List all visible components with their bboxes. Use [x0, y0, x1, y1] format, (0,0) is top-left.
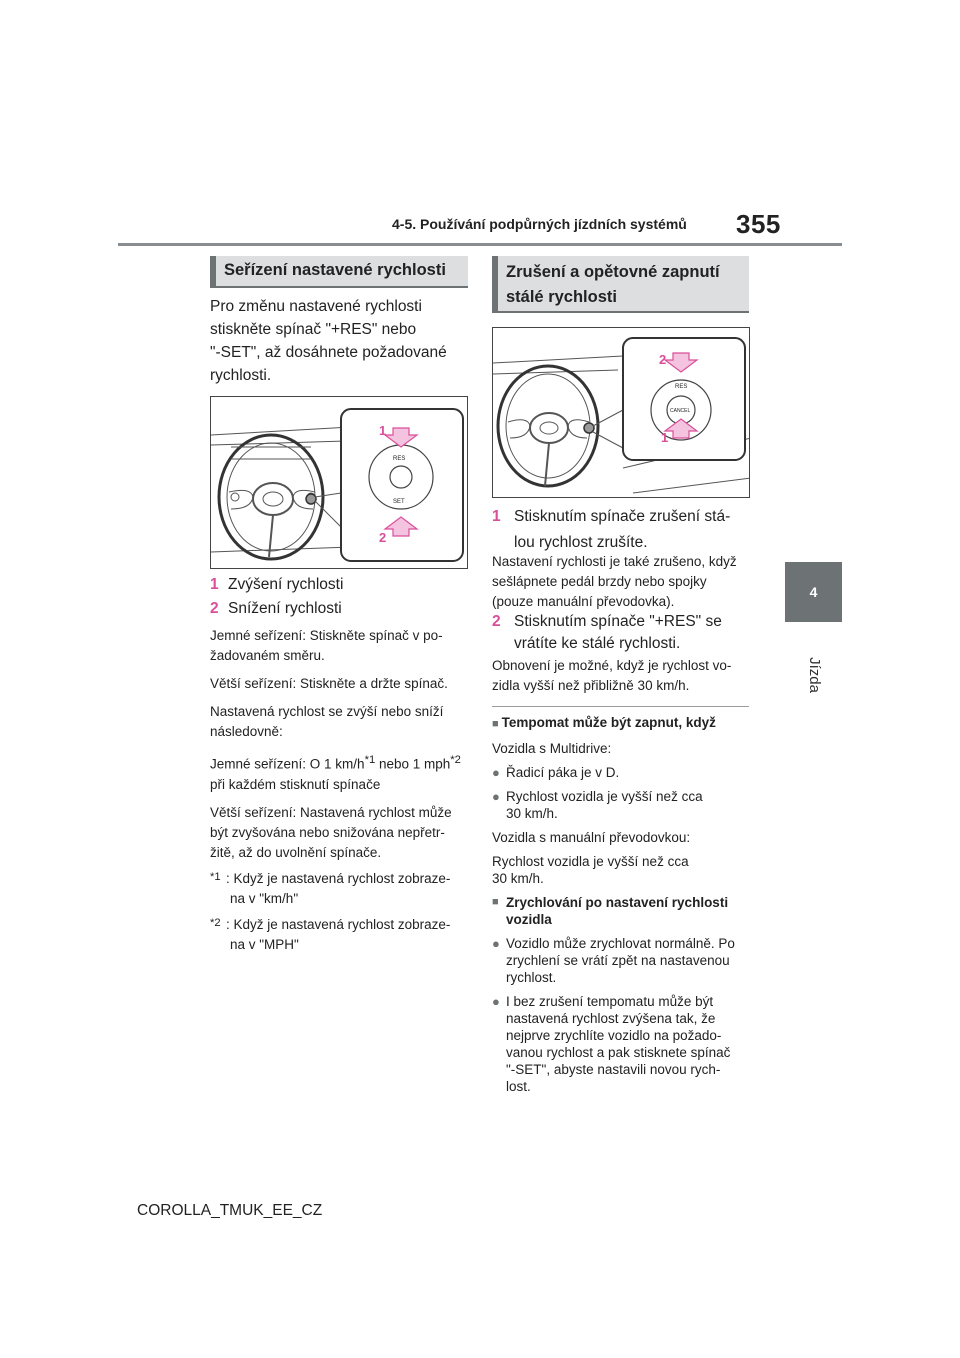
square-bullet-icon: ■ — [492, 718, 499, 730]
intro-line: stiskněte spínač "+RES" nebo — [210, 321, 417, 338]
fine-text: nebo 1 mph — [375, 756, 451, 772]
info-title — [492, 894, 754, 928]
note-line: Větší seřízení: Nastavená rychlost může — [210, 804, 452, 820]
info-line: Rychlost vozidla je vyšší než cca — [492, 854, 689, 869]
footnote-line: na v "MPH" — [230, 936, 299, 952]
right-step-2-note — [492, 656, 754, 696]
footnote-line: : Když je nastavená rychlost zobraze- — [226, 870, 451, 886]
note-line: žitě, až do uvolnění spínače. — [210, 844, 382, 860]
left-steps — [210, 574, 470, 620]
step-item — [492, 611, 754, 655]
footnote — [210, 915, 472, 955]
circle-bullet-icon: ● — [492, 936, 500, 951]
right-step-2 — [492, 611, 754, 655]
step-text: Stisknutím spínače zrušení stá- — [514, 508, 731, 525]
footnote-line: na v "km/h" — [230, 890, 299, 906]
footnote-ref: *2 — [450, 754, 461, 766]
marker-2: 2 — [379, 530, 387, 545]
marker-1: 1 — [661, 430, 669, 445]
bullet-line: vanou rychlost a pak stisknete spínač — [506, 1045, 731, 1060]
steering-wheel-illustration — [211, 397, 468, 569]
step-text: Stisknutím spínače "+RES" se — [514, 613, 722, 630]
footnote-mark: *2 — [210, 916, 221, 929]
steering-wheel-illustration — [493, 328, 750, 498]
circle-bullet-icon: ● — [492, 789, 500, 804]
intro-line: rychlosti. — [210, 367, 272, 384]
note-line: sešlápnete pedál brzdy nebo spojky — [492, 574, 707, 589]
right-section-heading — [492, 256, 749, 313]
info-sub: Vozidla s Multidrive: — [492, 741, 612, 756]
figure-cancel-switch — [492, 327, 750, 498]
bullet-line: lost. — [506, 1079, 531, 1094]
info-title — [492, 714, 754, 733]
heading-line: Zrušení a opětovné zapnutí — [506, 263, 720, 281]
step-number: 1 — [492, 508, 501, 525]
note-line: žadovaném směru. — [210, 648, 325, 663]
marker-1: 1 — [379, 423, 387, 438]
bullet-line: I bez zrušení tempomatu může být — [506, 994, 714, 1009]
header-rule — [118, 243, 842, 246]
info-bullet — [492, 935, 754, 986]
bullet-line: 30 km/h. — [506, 806, 558, 821]
chapter-label: Jízda — [806, 657, 823, 693]
note-line: (pouze manuální převodovka). — [492, 594, 675, 609]
bullet-line: nastavená rychlost zvýšena tak, že — [506, 1011, 716, 1026]
section-title: 4-5. Používání podpůrných jízdních systémů — [392, 216, 687, 232]
divider — [492, 706, 749, 707]
footnote-line: : Když je nastavená rychlost zobraze- — [226, 916, 451, 932]
bullet-line: rychlost. — [506, 970, 557, 985]
footnote-mark: *1 — [210, 870, 221, 883]
fine-adjust-line — [210, 750, 472, 775]
bullet-line: Rychlost vozidla je vyšší než cca — [506, 789, 703, 804]
cancel-label: CANCEL — [670, 408, 691, 414]
step-text: Snížení rychlosti — [228, 600, 342, 617]
info-title-text: vozidla — [506, 912, 552, 927]
bullet-line: Řadicí páka je v D. — [506, 765, 620, 780]
note-line: Větší seřízení: Stiskněte a držte spínač. — [210, 676, 448, 691]
step-number: 2 — [492, 613, 501, 630]
info-sub: Vozidla s manuální převodovkou: — [492, 830, 691, 845]
note-line: Obnovení je možné, když je rychlost vo- — [492, 658, 732, 673]
note-line: Nastavená rychlost se zvýší nebo sníží — [210, 704, 444, 719]
step-item — [210, 574, 470, 596]
note-line: být zvyšována nebo snižována nepřetr- — [210, 824, 445, 840]
right-step-1-note — [492, 552, 754, 612]
footnote — [210, 869, 472, 909]
note-line: Nastavení rychlosti je také zrušeno, když — [492, 554, 737, 569]
bullet-line: Vozidlo může zrychlovat normálně. Po — [506, 936, 735, 951]
circle-bullet-icon: ● — [492, 765, 500, 780]
step-number: 2 — [210, 600, 219, 617]
left-section-heading: Seřízení nastavené rychlosti — [210, 256, 468, 288]
res-label: RES — [675, 384, 688, 390]
set-label: SET — [393, 499, 405, 505]
step-text: Zvýšení rychlosti — [228, 576, 344, 593]
left-notes — [210, 626, 472, 955]
circle-bullet-icon: ● — [492, 994, 500, 1009]
step-number: 1 — [210, 576, 219, 593]
note-line: při každém stisknutí spínače — [210, 776, 381, 792]
note-line: následovně: — [210, 724, 283, 739]
marker-2: 2 — [659, 352, 667, 367]
step-text: lou rychlost zrušíte. — [514, 534, 648, 551]
heading-line: stálé rychlosti — [506, 288, 617, 306]
note-line: zidla vyšší než přibližně 30 km/h. — [492, 678, 690, 693]
fine-text: Jemné seřízení: O 1 km/h — [210, 756, 365, 772]
res-label: RES — [393, 456, 406, 462]
page-number: 355 — [736, 209, 781, 239]
document-code: COROLLA_TMUK_EE_CZ — [137, 1202, 323, 1219]
chapter-tab: 4 — [785, 562, 842, 622]
figure-res-set-switch — [210, 396, 468, 569]
info-title-text: Zrychlování po nastavení rychlosti — [506, 895, 729, 910]
info-title-text: Tempomat může být zapnut, když — [501, 715, 716, 730]
bullet-line: "-SET", abyste nastavili novou rych- — [506, 1062, 721, 1077]
step-item — [492, 506, 754, 554]
intro-line: "-SET", až dosáhnete požadované — [210, 344, 447, 361]
bullet-line: nejprve zrychlíte vozidlo na požado- — [506, 1028, 722, 1043]
intro-line: Pro změnu nastavené rychlosti — [210, 298, 422, 315]
bullet-line: zrychlení se vrátí zpět na nastavenou — [506, 953, 730, 968]
step-text: vrátíte ke stálé rychlosti. — [514, 635, 681, 652]
info-bullet — [492, 993, 754, 1095]
step-item — [210, 598, 470, 620]
info-bullet — [492, 788, 754, 822]
right-step-1 — [492, 506, 754, 554]
left-intro — [210, 295, 470, 387]
info-bullet — [492, 764, 754, 781]
note-line: Jemné seřízení: Stiskněte spínač v po- — [210, 628, 443, 643]
info-line: 30 km/h. — [492, 871, 544, 886]
square-bullet-icon: ■ — [492, 896, 499, 908]
footnote-ref: *1 — [364, 754, 376, 766]
info-box — [492, 714, 754, 1095]
